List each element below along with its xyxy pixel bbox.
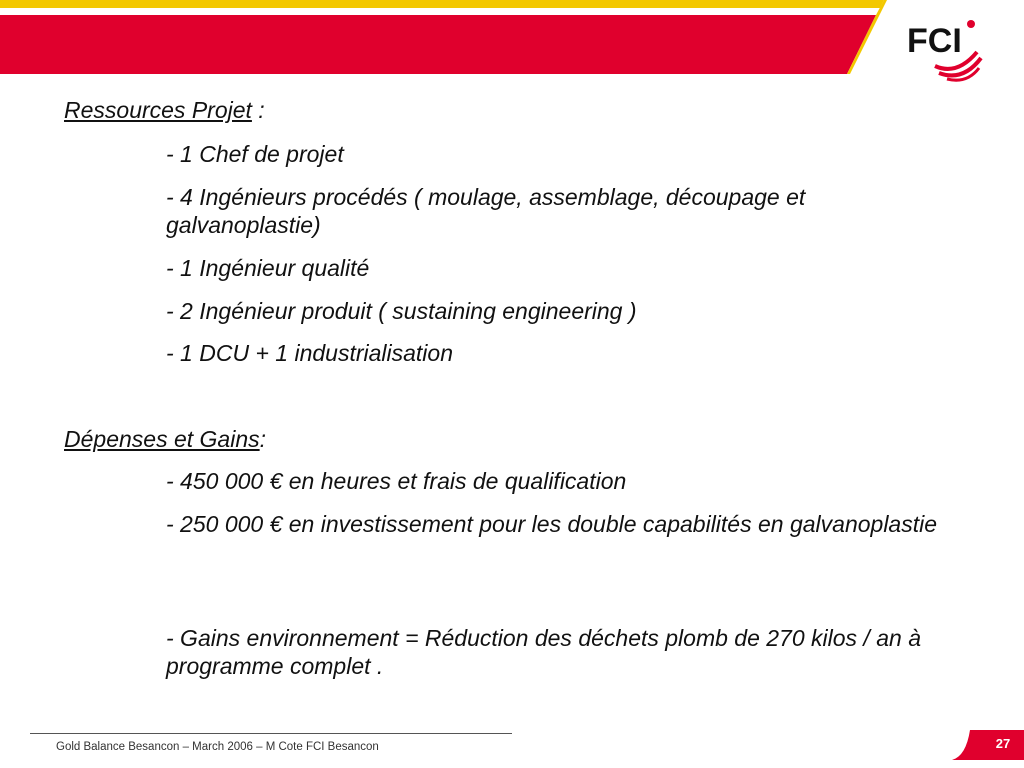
section-heading-costs-text: Dépenses et Gains: [64, 426, 260, 452]
header-yellow-stripe: [0, 0, 884, 8]
cost-item: - 250 000 € en investissement pour les double capabilités en galvanoplastie: [166, 511, 938, 537]
header-band: [0, 0, 1024, 80]
cost-item: - Gains environnement = Réduction des déchets plomb de 270 kilos / an à programme complet .: [166, 625, 921, 679]
resource-item: - 1 Chef de projet: [166, 141, 344, 167]
resource-item: - 1 DCU + 1 industrialisation: [166, 340, 453, 366]
footer-divider: [30, 733, 512, 734]
logo-text: FCI: [907, 22, 962, 60]
section-heading-resources-colon: :: [251, 97, 265, 123]
section-heading-costs-colon: :: [259, 426, 267, 452]
page-number: 27: [995, 736, 1011, 751]
footer-text: Gold Balance Besancon – March 2006 – M Cote FCI Besancon: [56, 741, 379, 753]
resource-item: - 2 Ingénieur produit ( sustaining engineering ): [166, 298, 637, 324]
resource-item: - 4 Ingénieurs procédés ( moulage, assemblage, découpage et galvanoplastie): [166, 184, 806, 238]
section-heading-costs: [64, 425, 266, 453]
fci-logo-icon: [905, 14, 985, 84]
section-heading-resources: [64, 96, 265, 124]
resource-item: - 1 Ingénieur qualité: [166, 255, 370, 281]
fci-logo: [905, 14, 985, 84]
section-heading-resources-text: Ressources Projet: [64, 97, 252, 123]
cost-item: - 450 000 € en heures et frais de qualification: [166, 468, 627, 494]
header-red-band: [0, 15, 876, 74]
